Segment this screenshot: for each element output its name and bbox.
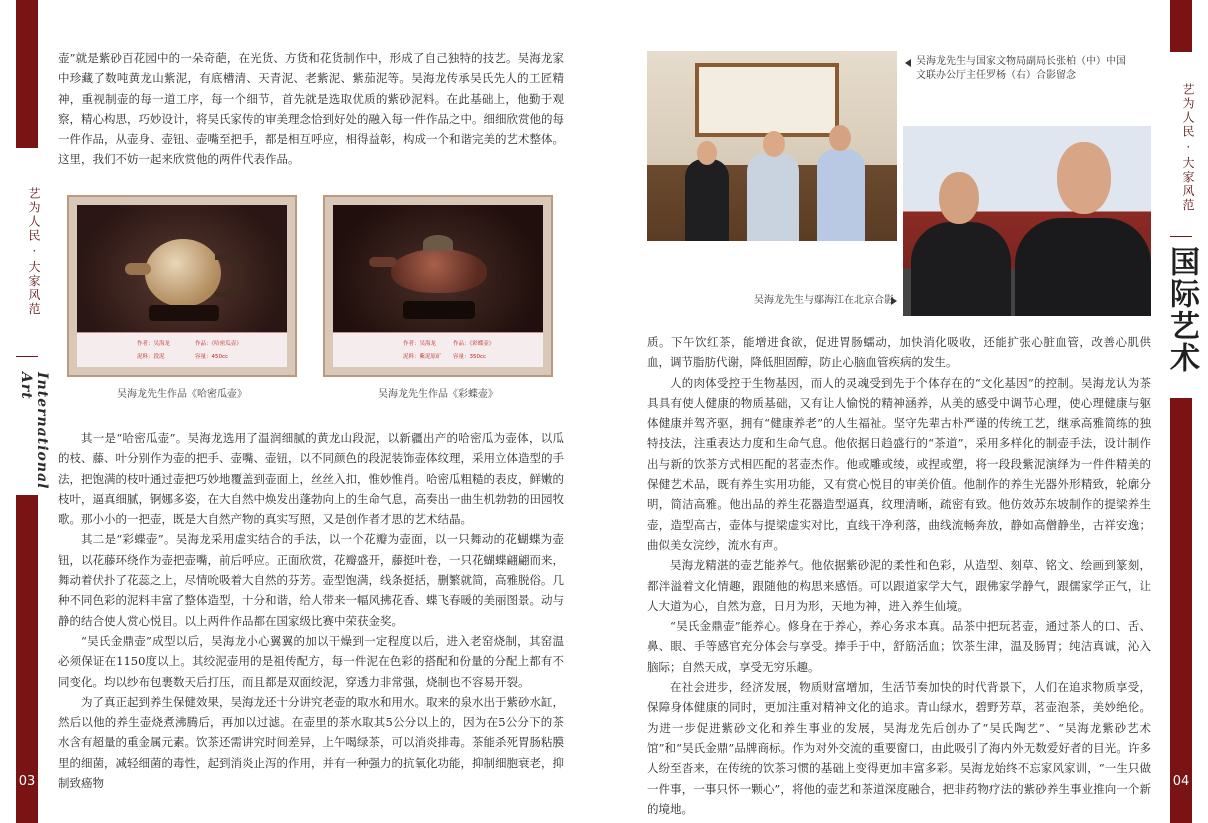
teapot-stand — [403, 301, 475, 319]
work-caption-hamigua: 吴海龙先生作品《哈密瓜壶》 — [117, 389, 247, 400]
person-head — [763, 131, 785, 157]
paragraph: 在社会进步，经济发展，物质财富增加，生活节奏加快的时代背景下，人们在追求物质享受，保障身体健康的同时，更加注重对精神文化的追求。青山绿水，碧野芳草，茗壶泡茶，美妙绝伦。为进一步促进紫砂文化和养生事业的发展，吴海龙先后创办了“吴氏陶艺”、“吴海龙紫砂艺术馆”和“吴氏金鼎”品牌商标。作为对外交流的重要窗口，由此吸引了海内外无数爱好者的目光。许多人纷至沓来，在传统的饮茶习惯的基础上变得更加丰富多彩。吴海龙始终不忘家风家训，“一生只做一件事，一事只怀一颗心”，将他的壶艺和茶道深度融合，把非药物疗法的紫砂养生事业推向一个新的境地。 — [647, 680, 1151, 816]
paragraph: 其一是“哈密瓜壶”。吴海龙选用了温润细腻的黄龙山段泥，以新疆出产的哈密瓜为壶体，以瓜的枝、藤、叶分别作为壶的把手、壶嘴、壶钮，以不同颜色的段泥装饰壶体纹理，采用立体造型的手法，把饱满的枝叶通过壶把巧妙地覆盖到壶面上，丝丝入扣，惟妙惟肖。哈密瓜粗糙的表皮，鲜嫩的枝叶，逼真细腻，锕娜多姿，在大自然中焕发出蓬勃向上的生命气息，高奏出一曲生机勃勃的田园牧歌。那小小的一把壶，既是大自然产物的真实写照，又是创作者才思的艺术结晶。 — [58, 431, 564, 527]
teapot-stand — [149, 305, 219, 321]
side-calligraphy: 国际艺术 — [1164, 246, 1199, 374]
paragraph: 质。下午饮红茶，能增进食欲，促进胃肠蠕动，加快消化吸收，还能扩张心脏血管，改善心肌供血，调节脂肪代谢，降低胆固醇，防止心脑血管疾病的发生。 — [647, 335, 1151, 370]
photo-caption-2: 吴海龙先生与鄢海江在北京合影 — [754, 295, 894, 306]
teapot-lid — [423, 235, 453, 251]
left-side-title: 艺为人民 · 大家风范 — [27, 187, 41, 317]
person — [747, 153, 799, 241]
right-top-bar — [1170, 0, 1192, 52]
caption-arrow-icon — [891, 297, 897, 305]
paragraph: 人的肉体受控于生物基因，而人的灵魂受到先于个体存在的“文化基因”的控制。吴海龙认为茶具具有使人健康的物质基础，又有让人愉悦的精神涵养，从美的感受中调节心理，使心理健康与躯体健康并驾齐驱，拥有“健康养老”的人生福祉。坚守先辈古朴严谨的传统工艺，继承高雅简练的独特技法，注重表达力度和生命气息。他依据日趋盛行的“茶道”，采用多样化的制壶手法，设计制作出与新的饮茶方式相匹配的茗壶杰作。他或雕或绫，或捏或塑，将一段段紫泥演绎为一件件精美的保健艺术品，既有养生实用功能，又有赏心悦目的审美价值。他制作的养生光器外形精致，轮廓分明，简洁高雅。他出品的养生花器造型逼真，纹理清晰，疏密有致。他仿效苏东坡制作的提梁养生壶，造型高古，壶体与提梁虚实对比，直线干净利落，曲线流畅奔放，静如高僧静坐，古祥安逸；曲似美女浣纱，流水有声。 — [647, 375, 1151, 552]
teapot-spout — [369, 257, 397, 267]
person-head — [939, 172, 979, 224]
caption-arrow-icon — [905, 59, 911, 67]
person-head — [1057, 142, 1111, 214]
photo-caption-1: 吴海龙先生与国家文物局副局长张柏（中）中国文联办公厅主任罗杨（右）合影留念 — [916, 56, 1126, 81]
work-photo-hamigua — [67, 195, 297, 377]
work-label-card: 作者：吴海龙 作品：《哈密瓜壶》 泥料：段泥 容量：450cc — [77, 332, 287, 367]
person — [685, 159, 729, 241]
person-head — [697, 141, 717, 165]
right-divider — [1170, 236, 1192, 237]
left-page-number: 03 — [18, 774, 36, 789]
left-body-text — [58, 428, 564, 793]
paragraph: 其二是“彩蝶壶”。吴海龙采用虚实结合的手法，以一个花瓣为壶面，以一只舞动的花蝴蝶为壶钮，以花藤环绕作为壶把壶嘴，前后呼应。正面欣赏，花瓣盛开，藤挺叶卷，一只花蝴蝶翩翩而来，舞动着伏扑了花蕊之上，尽情吮吸着大自然的芬芳。壶型饱满，线条挺括，删繁就简，高雅脱俗。几种不同色彩的泥料丰富了整体造型，十分和谐，给人带来一幅风拂花香、蝶飞春暖的美丽图景。动与静的结合使人赏心悦目。以上两件作品都在国家级比赛中荣获金奖。 — [58, 532, 564, 628]
paragraph: 为了真正起到养生保健效果，吴海龙还十分讲究老壶的取水和用水。取来的泉水出于紫砂水缸，然后以他的养生壶烧煮沸腾后，再加以过滤。在壶里的茶水取其5公分以上的，因为在5公分下的茶水含有超量的重金属元素。饮茶还需讲究时间差异，上午喝绿茶，可以消炎排毒。茶能杀死胃肠粘膜里的细菌，减轻细菌的毒性，起到消炎止泻的作用，并有一种强力的抗氧化功能，抑制细胞衰老，抑制致癌物 — [58, 694, 564, 791]
work-caption-caidie: 吴海龙先生作品《彩蝶壶》 — [378, 389, 498, 400]
right-side-title: 艺为人民 · 大家风范 — [1181, 83, 1195, 213]
teapot-handle — [215, 255, 244, 297]
paragraph: 吴海龙精湛的壶艺能养气。他依据紫砂泥的柔性和色彩，从造型、刻草、铭文、绘画到篆刻，都泮溢着文化情趣，跟随他的构思来感悟。可以跟道家学大气，跟佛家学静气，跟儒家学正气，让人大道为心，自然为意，日月为形，天地为神，进入养生仙境。 — [647, 558, 1151, 613]
paragraph: “吴氏金鼎壶”能养心。修身在于养心，养心务求本真。品茶中把玩茗壶，通过茶人的口、舌、鼻、眼、手等感官充分体会与享受。捧手于中，舒筋活血；饮茶生津，温及肠胃；纯洁真诚，沁入脑际；自然天成，享受无穷乐趣。 — [647, 619, 1151, 674]
work-photo-caidie — [323, 195, 553, 377]
right-bottom-bar — [1170, 398, 1192, 823]
left-top-bar — [16, 0, 38, 148]
paragraph: “吴氏金鼎壶”成型以后，吴海龙小心翼翼的加以干燥到一定程度以后，进入老窑烧制，其窑温必须保证在1150度以上。其绞泥壶用的是祖传配方，每一件泥在色彩的搭配和份量的分配上都有不同变化。均以纱布包裹数天后打压，而且都是双面绞泥，穿透力非常强，烧制也不容易开裂。 — [58, 633, 564, 689]
photo-outdoor — [903, 126, 1151, 316]
right-body-text — [647, 332, 1151, 819]
person — [817, 149, 865, 241]
person-head — [829, 125, 851, 151]
right-page-number: 04 — [1172, 774, 1190, 789]
left-divider — [16, 356, 38, 357]
person — [1015, 218, 1151, 316]
photo-group-indoor — [647, 51, 897, 241]
intro-paragraph: 壶”就是紫砂百花园中的一朵奇葩，在光货、方货和花货制作中，形成了自己独特的技艺。吴海龙家中珍藏了数吨黄龙山紫泥，有底槽清、天青泥、老紫泥、紫茄泥等。吴海龙传承吴氏先人的工匠精神，重视制壶的每一道工序，每一个细节，首先就是选取优质的紫砂泥料。在此基础上，他勤于观察，精心构思，巧妙设计，将吴氏家传的审美理念恰到好处的融入每一件作品之中。细细欣赏他的每一件作品，从壶身、壶钮、壶嘴至把手，都是相互呼应，相得益彰，构成一个和谐完美的艺术整体。这里，我们不妨一起来欣赏他的两件代表作品。 — [58, 51, 564, 167]
teapot-body — [391, 249, 487, 293]
work-label-card: 作者：吴海龙 作品：《彩蝶壶》 泥料：紫泥原矿 容量：350cc — [333, 332, 543, 367]
wall-painting — [695, 63, 839, 137]
teapot-body — [145, 239, 221, 307]
left-side-english: International Art — [18, 372, 50, 490]
person — [911, 222, 1011, 316]
teapot-spout — [125, 263, 151, 275]
